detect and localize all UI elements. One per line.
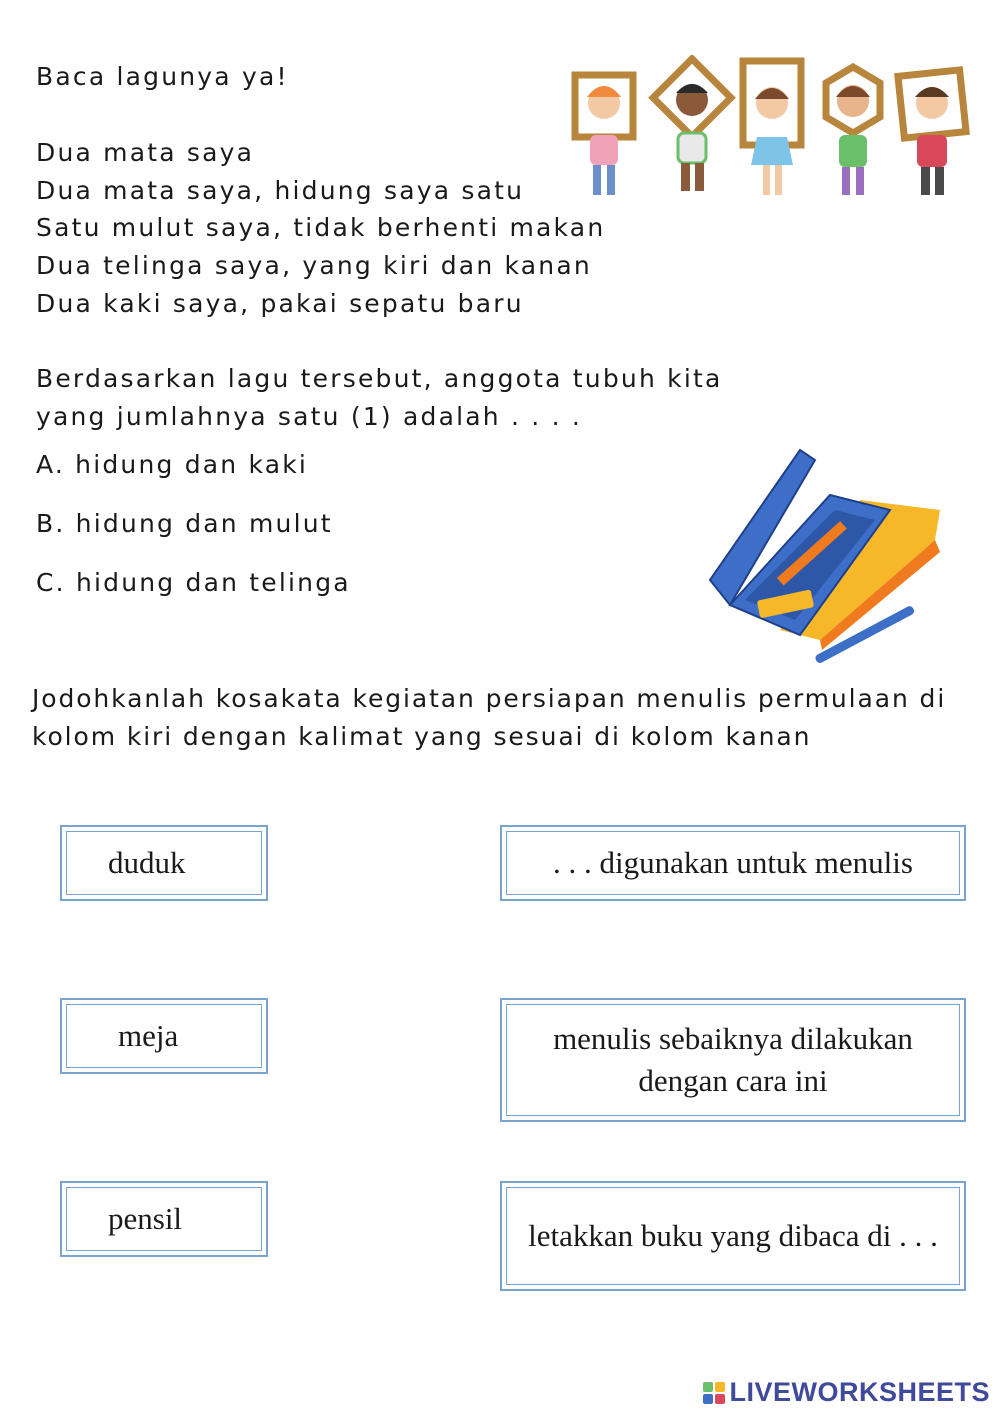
kid-5 [898, 70, 966, 195]
kid-2 [653, 59, 731, 191]
right-item-3[interactable] [500, 1181, 966, 1291]
liveworksheets-brand [703, 1377, 990, 1408]
song-intro: Baca lagunya ya! [36, 62, 289, 91]
song-line-4: Dua telinga saya, yang kiri dan kanan [36, 251, 592, 280]
matching-instruction-line-2: kolom kiri dengan kalimat yang sesuai di kolom kanan [32, 722, 812, 751]
brand-name: LIVEWORKSHEETS [729, 1377, 990, 1407]
pencil-case-illustration [690, 440, 950, 670]
question-line-2: yang jumlahnya satu (1) adalah . . . . [36, 402, 583, 431]
option-b[interactable]: B. hidung dan mulut [36, 509, 333, 538]
song-line-1: Dua mata saya [36, 138, 255, 167]
option-c[interactable]: C. hidung dan telinga [36, 568, 351, 597]
kid-4 [826, 67, 880, 195]
right-item-label: . . . digunakan untuk menulis [553, 845, 913, 881]
song-line-3: Satu mulut saya, tidak berhenti makan [36, 213, 606, 242]
right-item-label: letakkan buku yang dibaca di . . . [528, 1218, 938, 1254]
right-item-1[interactable] [500, 825, 966, 901]
left-item-label: meja [118, 1018, 179, 1054]
left-item-pensil[interactable] [60, 1181, 268, 1257]
right-item-2[interactable] [500, 998, 966, 1122]
left-item-duduk[interactable] [60, 825, 268, 901]
kid-3 [743, 61, 801, 195]
right-item-label: menulis sebaiknya dilakukan dengan cara ini [553, 1021, 913, 1098]
matching-instruction-line-1: Jodohkanlah kosakata kegiatan persiapan menulis permulaan di [32, 684, 947, 713]
kid-1 [575, 75, 633, 195]
kids-frames-illustration [565, 55, 975, 205]
song-line-5: Dua kaki saya, pakai sepatu baru [36, 289, 524, 318]
liveworksheets-logo-icon [703, 1382, 725, 1404]
left-item-label: pensil [108, 1201, 183, 1237]
song-line-2: Dua mata saya, hidung saya satu [36, 176, 525, 205]
option-a[interactable]: A. hidung dan kaki [36, 450, 309, 479]
question-line-1: Berdasarkan lagu tersebut, anggota tubuh kita [36, 364, 723, 393]
left-item-meja[interactable] [60, 998, 268, 1074]
left-item-label: duduk [108, 845, 186, 881]
